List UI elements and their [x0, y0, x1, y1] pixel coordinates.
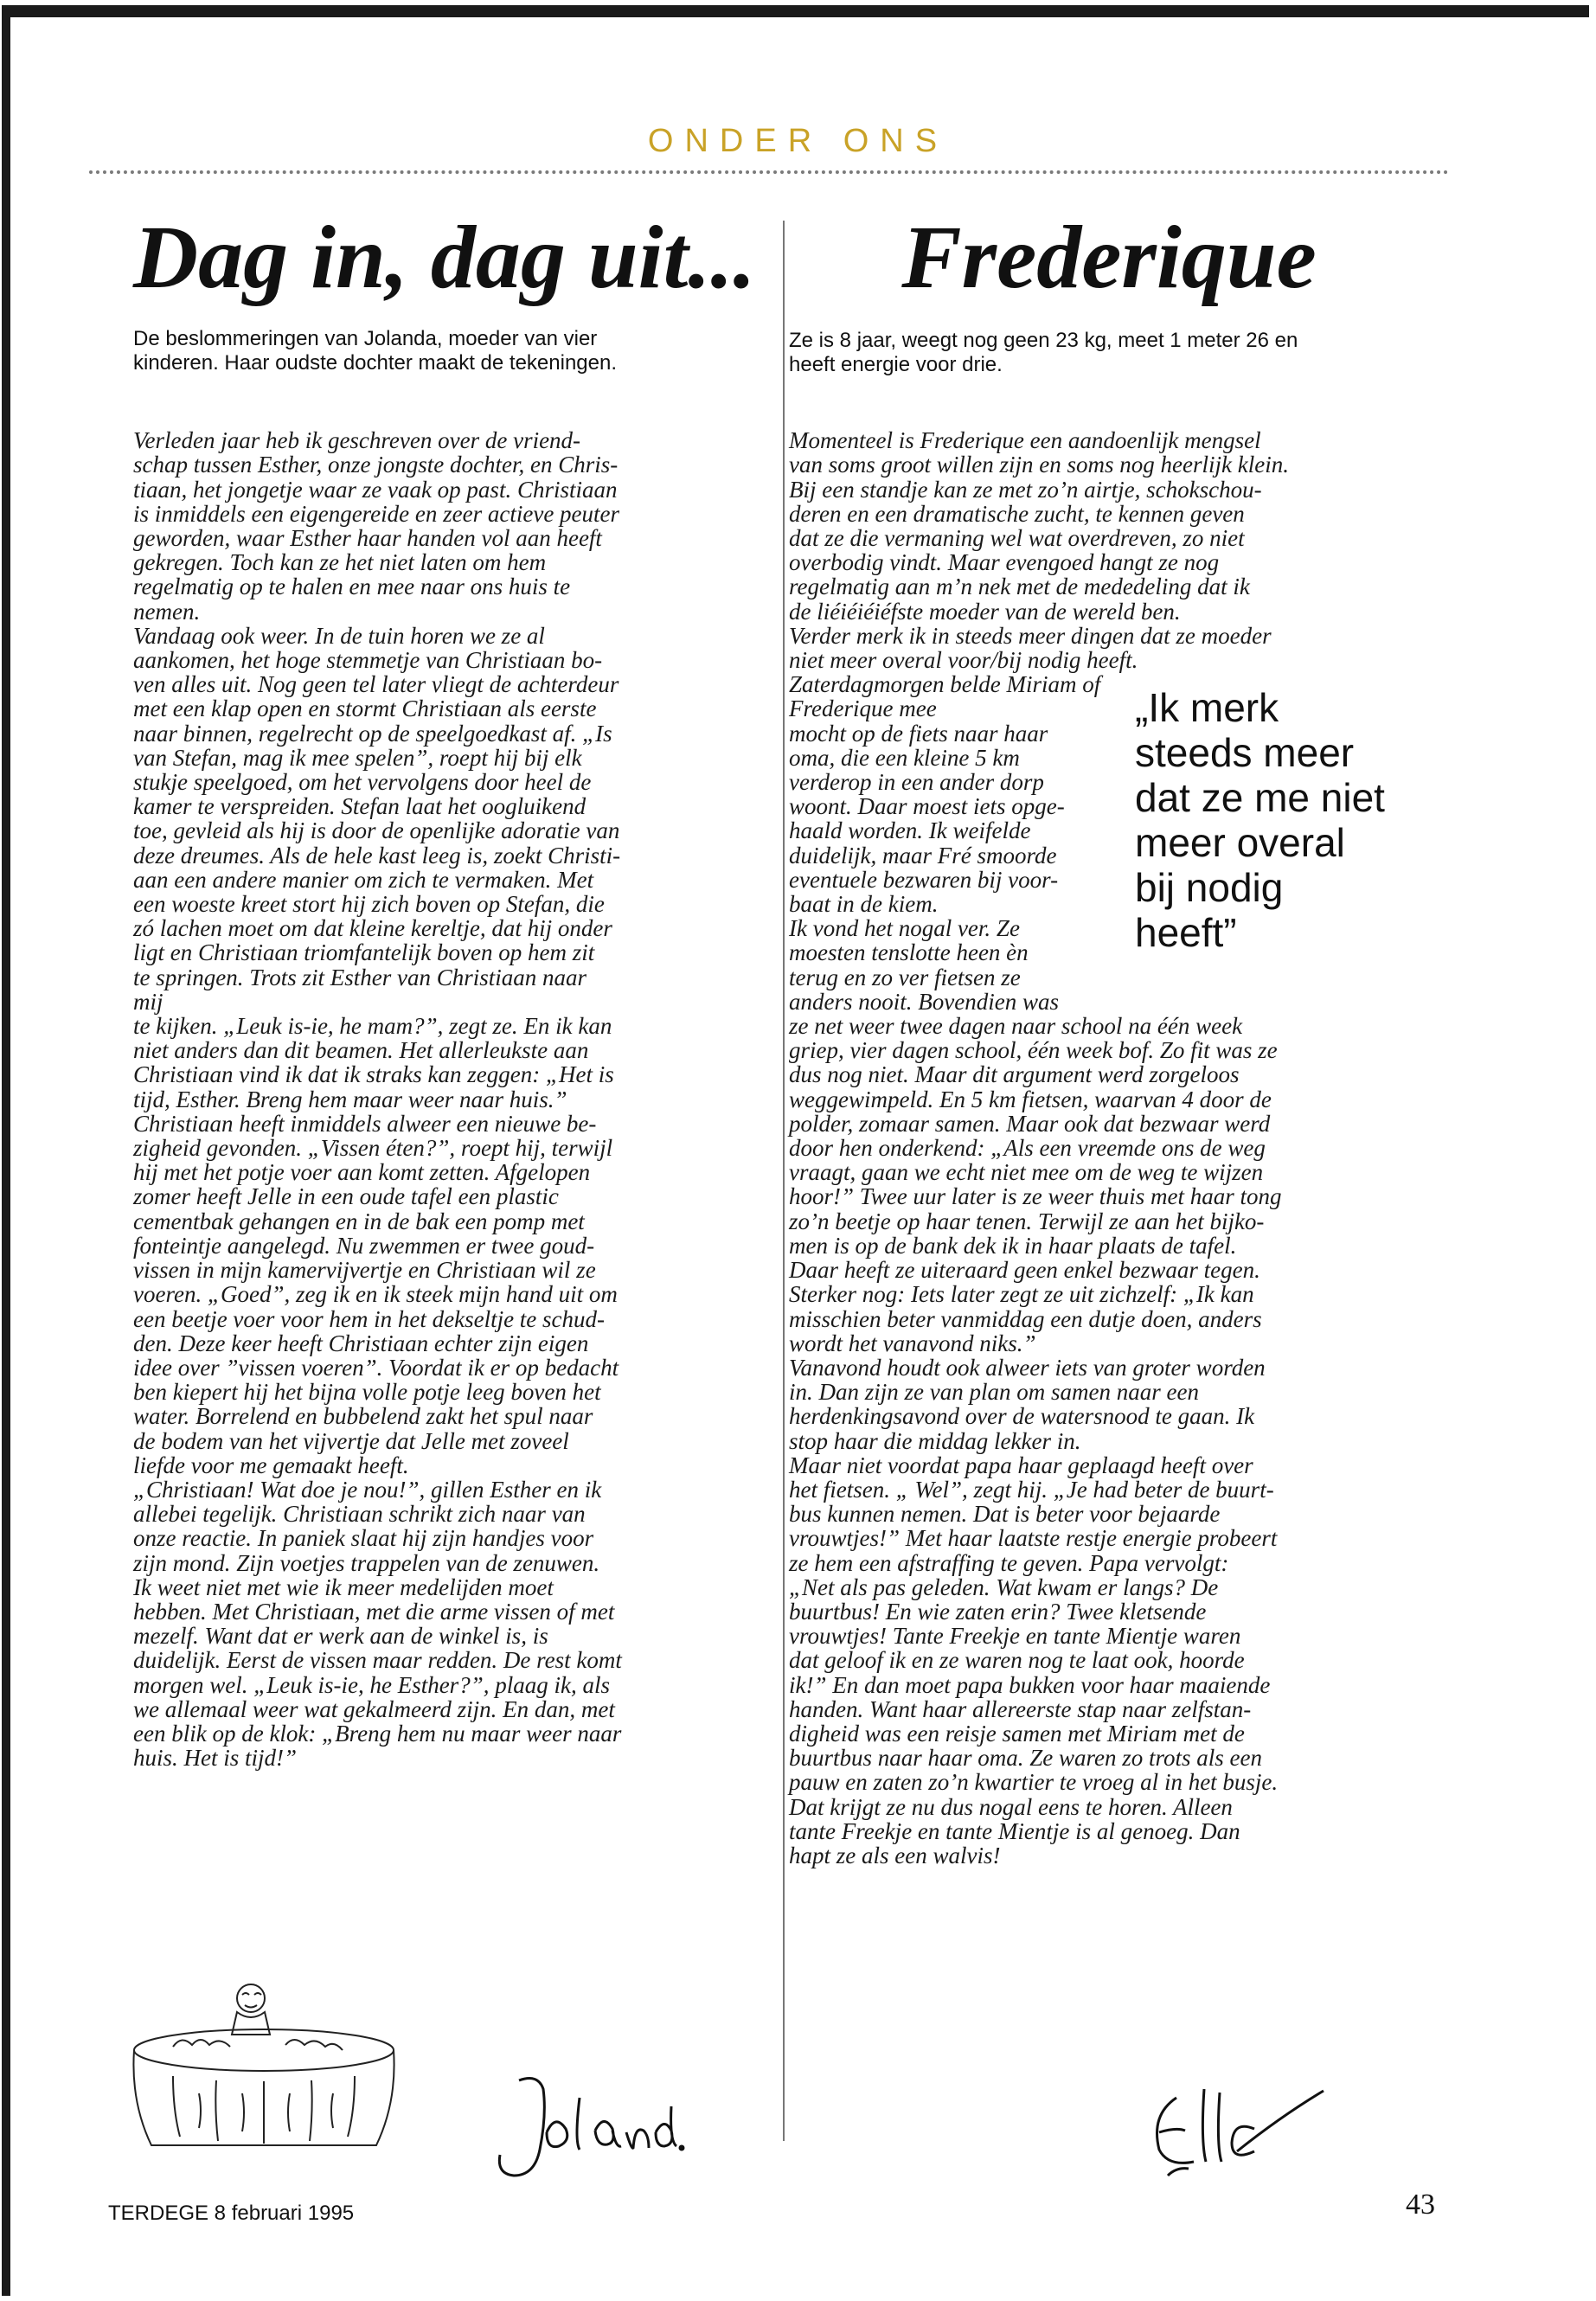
right-headline: Frederique — [901, 208, 1317, 307]
right-paragraph: Ik vond het nogal ver. Ze moesten tenslotte heen èn terug en zo ver fietsen ze anders nooit. Bovendien was ze net weer twee dagen naar school na één week griep, vier dagen school, één week bof. Zo fit was ze dus nog niet. Maar dit argument werd zorgeloos weggewimpeld. En 5 km fietsen, waarvan 4 door de polder, zomaar samen. Maar ook dat bezwaar werd door hen onderkend: „Als een vreemde ons de weg vraagt, gaan we echt niet mee om de weg te wijzen hoor!” Twee uur later is ze weer thuis met haar tong zo’n beetje op haar tenen. Terwijl ze aan het bijko- men is op de bank dek ik in haar plaats de tafel. Daar heeft ze uiteraard geen enkel bezwaar tegen. Sterker nog: Iets later zegt ze uit zichzelf: „Ik kan misschien beter vanmiddag een dutje doen, anders wordt het vanavond niks.” — [789, 915, 1282, 1356]
pull-quote-line: steeds meer — [1135, 730, 1355, 776]
left-paragraph: Vandaag ook weer. In de tuin horen we ze al aankomen, het hoge stemmetje van Christiaan bo- ven alles uit. Nog geen tel later vliegt de achterdeur met een klap open en stormt Christiaan als eerste naar binnen, regelrecht op de speelgoedkast af. „Is van Stefan, mag ik mee spelen”, roept hij bij elk stukje speelgoed, om het vervolgens door heel de kamer te verspreiden. Stefan laat het oogluikend toe, gevleid als hij is door de openlijke adoratie van deze dreumes. Als de hele kast leeg is, zoekt Christi- aan een andere manier om zich te vermaken. Met een woeste kreet stort hij zich boven op Stefan, die zó lachen moet om dat kleine kereltje, dat hij onder ligt en Christiaan triomfantelijk boven op hem zit te springen. Trots zit Esther van Christiaan naar mij te kijken. „Leuk is-ie, he mam?”, zegt ze. En ik kan niet anders dan dit beamen. Het allerleukste aan Christiaan vind ik dat ik straks kan zeggen: „Het is tijd, Esther. Breng hem maar weer naar huis.” — [133, 622, 621, 1112]
signature-ella — [1125, 2072, 1332, 2193]
pull-quote-line: dat ze me niet — [1135, 775, 1385, 821]
right-paragraph: Vanavond houdt ook alweer iets van groter worden in. Dan zijn ze van plan om samen naar een herdenkingsavond over de watersnood te gaan. Ik stop haar die middag lekker in. — [789, 1354, 1266, 1454]
left-paragraph: „Christiaan! Wat doe je nou!”, gillen Esther en ik allebei tegelijk. Christiaan schrikt zich naar van onze reactie. In paniek slaat hij zijn handjes voor zijn mond. Zijn voetjes trappelen van de zenuwen. Ik weet niet met wie ik meer medelijden moet hebben. Met Christiaan, met die arme vissen of met mezelf. Want dat er werk aan de winkel is, is duidelijk. Eerst de vissen maar redden. De rest komt morgen wel. „Leuk is-ie, he Esther?”, plaag ik, als we allemaal weer wat gekalmeerd zijn. En dan, met een blik op de klok: „Breng hem nu maar weer naar huis. Het is tijd!” — [133, 1476, 622, 1772]
pull-quote-line: bij nodig — [1135, 865, 1284, 911]
left-intro-text: De beslommeringen van Jolanda, moeder van vier kinderen. Haar oudste dochter maakt de tekeningen. — [133, 326, 618, 375]
right-body — [789, 428, 1429, 1868]
signature-ella-drawing — [1125, 2072, 1332, 2193]
left-headline: Dag in, dag uit... — [133, 208, 756, 307]
section-label: ONDER ONS — [647, 123, 949, 159]
right-paragraph: Maar niet voordat papa haar geplaagd heeft over het fietsen. „ Wel”, zegt hij. „Je had beter de buurt- bus kunnen nemen. Dat is beter voor bejaarde vrouwtjes!” Met haar laatste restje energie probeert ze hem een afstraffing te geven. Papa vervolgt: „Net als pas geleden. Wat kwam er langs? De buurtbus! En wie zaten erin? Twee kletsende vrouwtjes! Tante Freekje en tante Mientje waren dat geloof ik en ze waren nog te laat ook, hoorde ik!” En dan moet papa bukken voor haar maaiende handen. Want haar allereerste stap naar zelfstan- digheid was een reisje samen met Miriam met de buurtbus naar haar oma. Ze waren zo trots als een pauw en zaten zo’n kwartier te vroeg al in het busje. Dat krijgt ze nu dus nogal eens te horen. Alleen tante Freekje en tante Mientje is al genoeg. Dan hapt ze als een walvis! — [789, 1452, 1279, 1868]
left-intro — [133, 327, 791, 377]
page-number: 43 — [1406, 2189, 1435, 2221]
left-paragraph: Christiaan heeft inmiddels alweer een nieuwe be- zigheid gevonden. „Vissen éten?”, roept hij, terwijl hij met het potje voer aan komt zetten. Afgelopen zomer heeft Jelle in een oude tafel een plastic cementbak gehangen en in de bak een pomp met fonteintje aangelegd. Nu zwemmen er twee goud- vissen in mijn kamervijvertje en Christiaan wil ze voeren. „Goed”, zeg ik en ik steek mijn hand uit om een beetje voer voor hem in het dekseltje te schud- den. Deze keer heeft Christiaan echter zijn eigen idee over ”vissen voeren”. Voordat ik er op bedacht ben kiepert hij het bijna volle potje leeg boven het water. Borrelend en bubbelend zakt het spul naar de bodem van het vijvertje dat Jelle met zoveel liefde voor me gemaakt heeft. — [133, 1110, 619, 1478]
left-column — [133, 206, 791, 1770]
signature-jolanda — [484, 2063, 692, 2184]
pull-quote — [1125, 686, 1438, 956]
right-paragraph: Momenteel is Frederique een aandoenlijk mengsel van soms groot willen zijn en soms nog heerlijk klein. Bij een standje kan ze met zo’n airtje, schokschou- deren en een dramatische zucht, te kennen geven dat ze die vermaning wel wat overdreven, zo niet overbodig vindt. Maar evengoed hangt ze nog regelmatig aan m’n nek met de mededeling dat ik de liéiéiéiéfste moeder van de wereld ben. — [789, 427, 1289, 625]
pull-quote-line: meer overal — [1135, 820, 1345, 866]
left-body — [133, 428, 791, 1770]
dotted-rule — [89, 170, 1449, 174]
pull-quote-line: heeft” — [1135, 910, 1237, 956]
right-intro-text: Ze is 8 jaar, weegt nog geen 23 kg, meet 1 meter 26 en heeft energie voor drie. — [789, 328, 1298, 377]
right-intro — [789, 329, 1429, 379]
right-paragraph: Zaterdagmorgen belde Miriam of Frederique mee mocht op de fiets naar haar oma, die een kleine 5 km verderop in een ander dorp woont. Daar moest iets opge- haald worden. Ik weifelde duidelijk, maar Fré smoorde eventuele bezwaren bij voor- baat in de kiem. — [789, 671, 1101, 918]
left-paragraph: Verleden jaar heb ik geschreven over de vriend- schap tussen Esther, onze jongste dochter, en Chris- tiaan, het jongetje waar ze vaak op past. Christiaan is inmiddels een eigengereide en zeer actieve peuter geworden, waar Esther haar handen vol aan heeft gekregen. Toch kan ze het niet laten om hem regelmatig op te halen en mee naar ons huis te nemen. — [133, 427, 620, 625]
pull-quote-line: „Ik merk — [1135, 685, 1279, 731]
pond-table-drawing — [121, 1964, 407, 2154]
right-paragraph: Verder merk ik in steeds meer dingen dat ze moeder niet meer overal voor/bij nodig heeft. — [789, 622, 1272, 674]
right-column — [789, 206, 1429, 1868]
signature-jolanda-drawing — [484, 2063, 692, 2184]
publication-footer: TERDEGE 8 februari 1995 — [108, 2202, 355, 2225]
